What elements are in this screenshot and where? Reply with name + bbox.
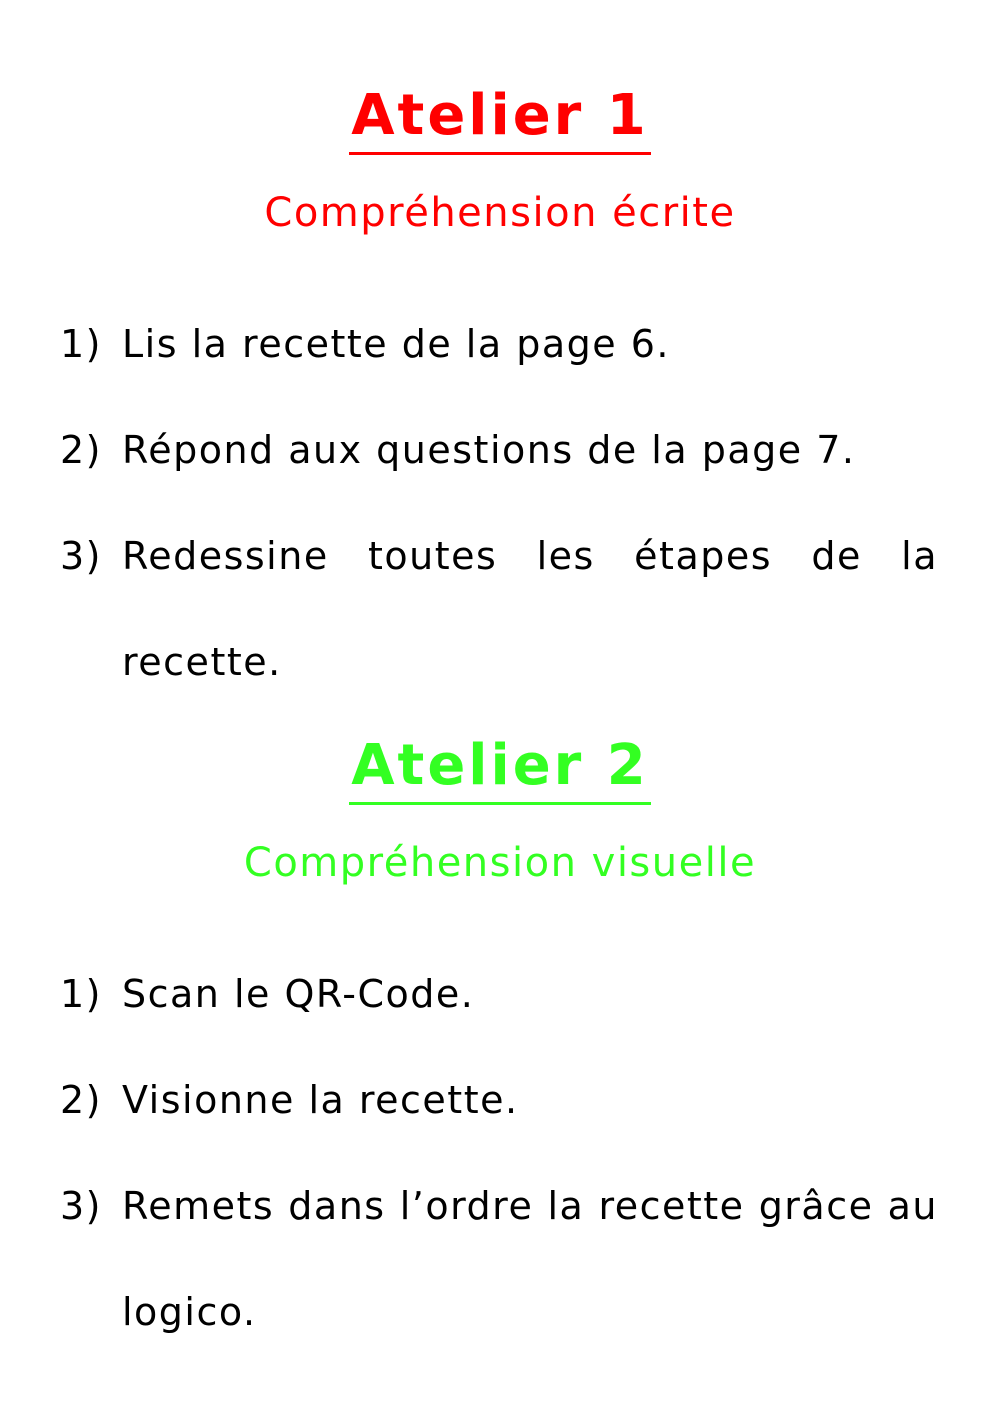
instruction-number: 3) (60, 534, 103, 578)
instruction-text: Redessine toutes les étapes de la recette. (122, 534, 938, 684)
instruction-number: 2) (60, 1078, 103, 1122)
instruction-number: 1) (60, 322, 103, 366)
atelier-2-instructions (0, 941, 1000, 1365)
instruction-text: Répond aux questions de la page 7. (122, 428, 856, 472)
instruction-item (0, 291, 1000, 397)
atelier-1-title-text: Atelier 1 (349, 80, 651, 155)
atelier-1-instructions (0, 291, 1000, 715)
atelier-2-title (0, 730, 1000, 805)
instruction-number: 3) (60, 1184, 103, 1228)
instruction-item (0, 941, 1000, 1047)
atelier-1-title (0, 80, 1000, 155)
atelier-1-subtitle: Compréhension écrite (264, 190, 736, 236)
instruction-text: Visionne la recette. (122, 1078, 519, 1122)
atelier-2-title-text: Atelier 2 (349, 730, 651, 805)
instruction-item (0, 1047, 1000, 1153)
instruction-item (0, 397, 1000, 503)
atelier-2-subtitle: Compréhension visuelle (243, 840, 757, 886)
instruction-item (0, 1153, 1000, 1365)
instruction-text: Lis la recette de la page 6. (122, 322, 670, 366)
instruction-text: Remets dans l’ordre la recette grâce au logico. (122, 1184, 938, 1334)
instruction-number: 2) (60, 428, 103, 472)
atelier-2-section (0, 730, 1000, 1365)
atelier-1-section (0, 80, 1000, 715)
instruction-number: 1) (60, 972, 103, 1016)
instruction-item (0, 503, 1000, 715)
instruction-text: Scan le QR-Code. (122, 972, 475, 1016)
